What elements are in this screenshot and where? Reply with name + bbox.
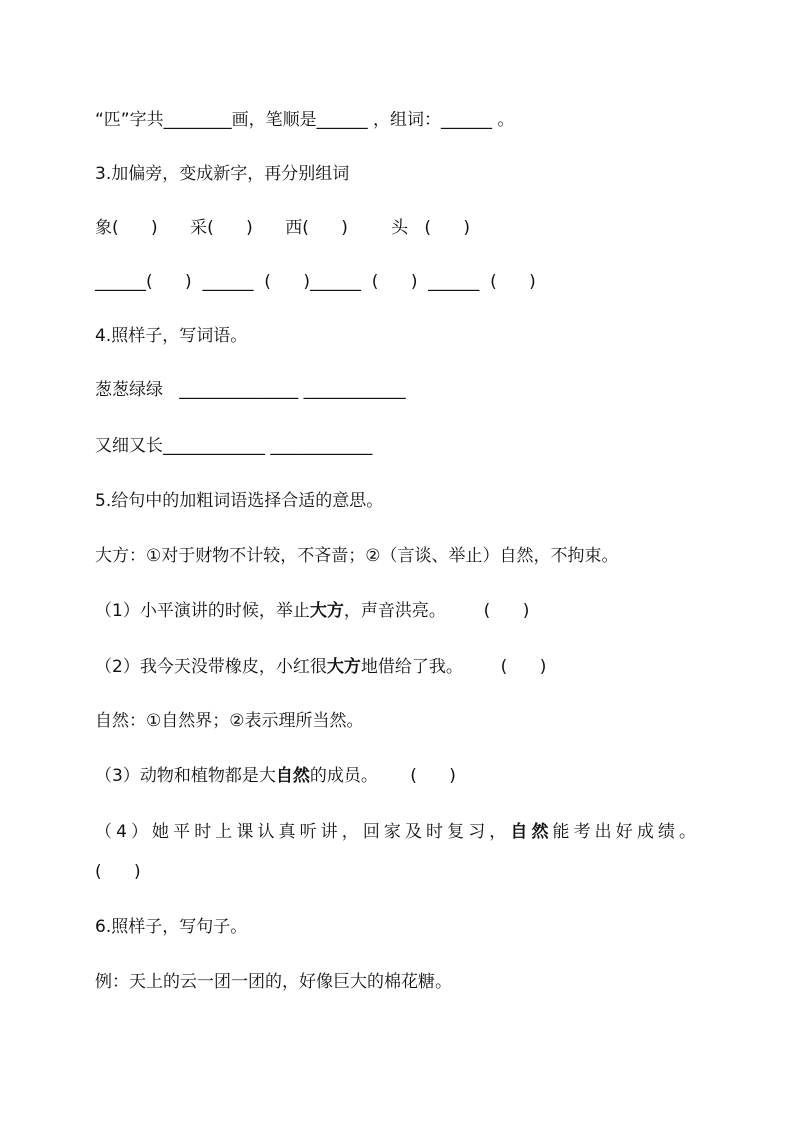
sentence-1 [95,599,734,623]
example-sentence: 例：天上的云一团一团的，好像巨大的棉花糖。 [95,972,452,992]
sentence-3-after: 的成员。 ( ) [309,766,456,786]
sentence-4-before: （4）她平时上课认真听讲，回家及时复习， [95,822,511,842]
question-6-heading: 6.照样子，写句子。 [95,917,248,937]
sentence-2-after: 地借给了我。 ( ) [360,657,547,677]
sentence-3-bold-word: 自然 [275,766,310,786]
question-3-heading: 3.加偏旁，变成新字，再分别组词 [95,164,350,184]
sentence-1-bold-word: 大方 [309,601,344,621]
sentence-4 [95,820,698,844]
sentence-4-after: 能考出好成绩。 [552,822,698,842]
definition-dafang: 大方：①对于财物不计较，不吝啬；②（言谈、举止）自然，不拘束。 [95,546,619,566]
sentence-2-bold-word: 大方 [326,657,361,677]
question-5-heading: 5.给句中的加粗词语选择合适的意思。 [95,491,384,511]
definition-ziran: 自然：①自然界；②表示理所当然。 [95,711,364,731]
sentence-4-answer-brackets: ( ) [95,862,141,882]
sentence-4-bold-word: 自然 [510,822,553,842]
example-word-congcong-lvlv: 葱葱绿绿 ______________ ____________ [95,380,406,400]
sentence-1-before: （1）小平演讲的时候，举止 [95,601,310,621]
stroke-count-question: “匹”字共________画，笔顺是______ ，组词：______ 。 [95,110,515,130]
sentence-1-after: ，声音洪亮。 ( ) [343,601,530,621]
example-word-youxi-youchang: 又细又长____________ ____________ [95,436,373,456]
sentence-3-before: （3）动物和植物都是大 [95,766,276,786]
radical-characters-row: 象( ) 采( ) 西( ) 头 ( ) [95,218,471,238]
sentence-2-before: （2）我今天没带橡皮，小红很 [95,657,327,677]
word-blanks-row: ______( ) ______ ( )______ ( ) ______ ( ) [95,272,536,292]
sentence-2 [95,655,734,679]
question-4-heading: 4.照样子，写词语。 [95,326,248,346]
sentence-3 [95,764,734,788]
